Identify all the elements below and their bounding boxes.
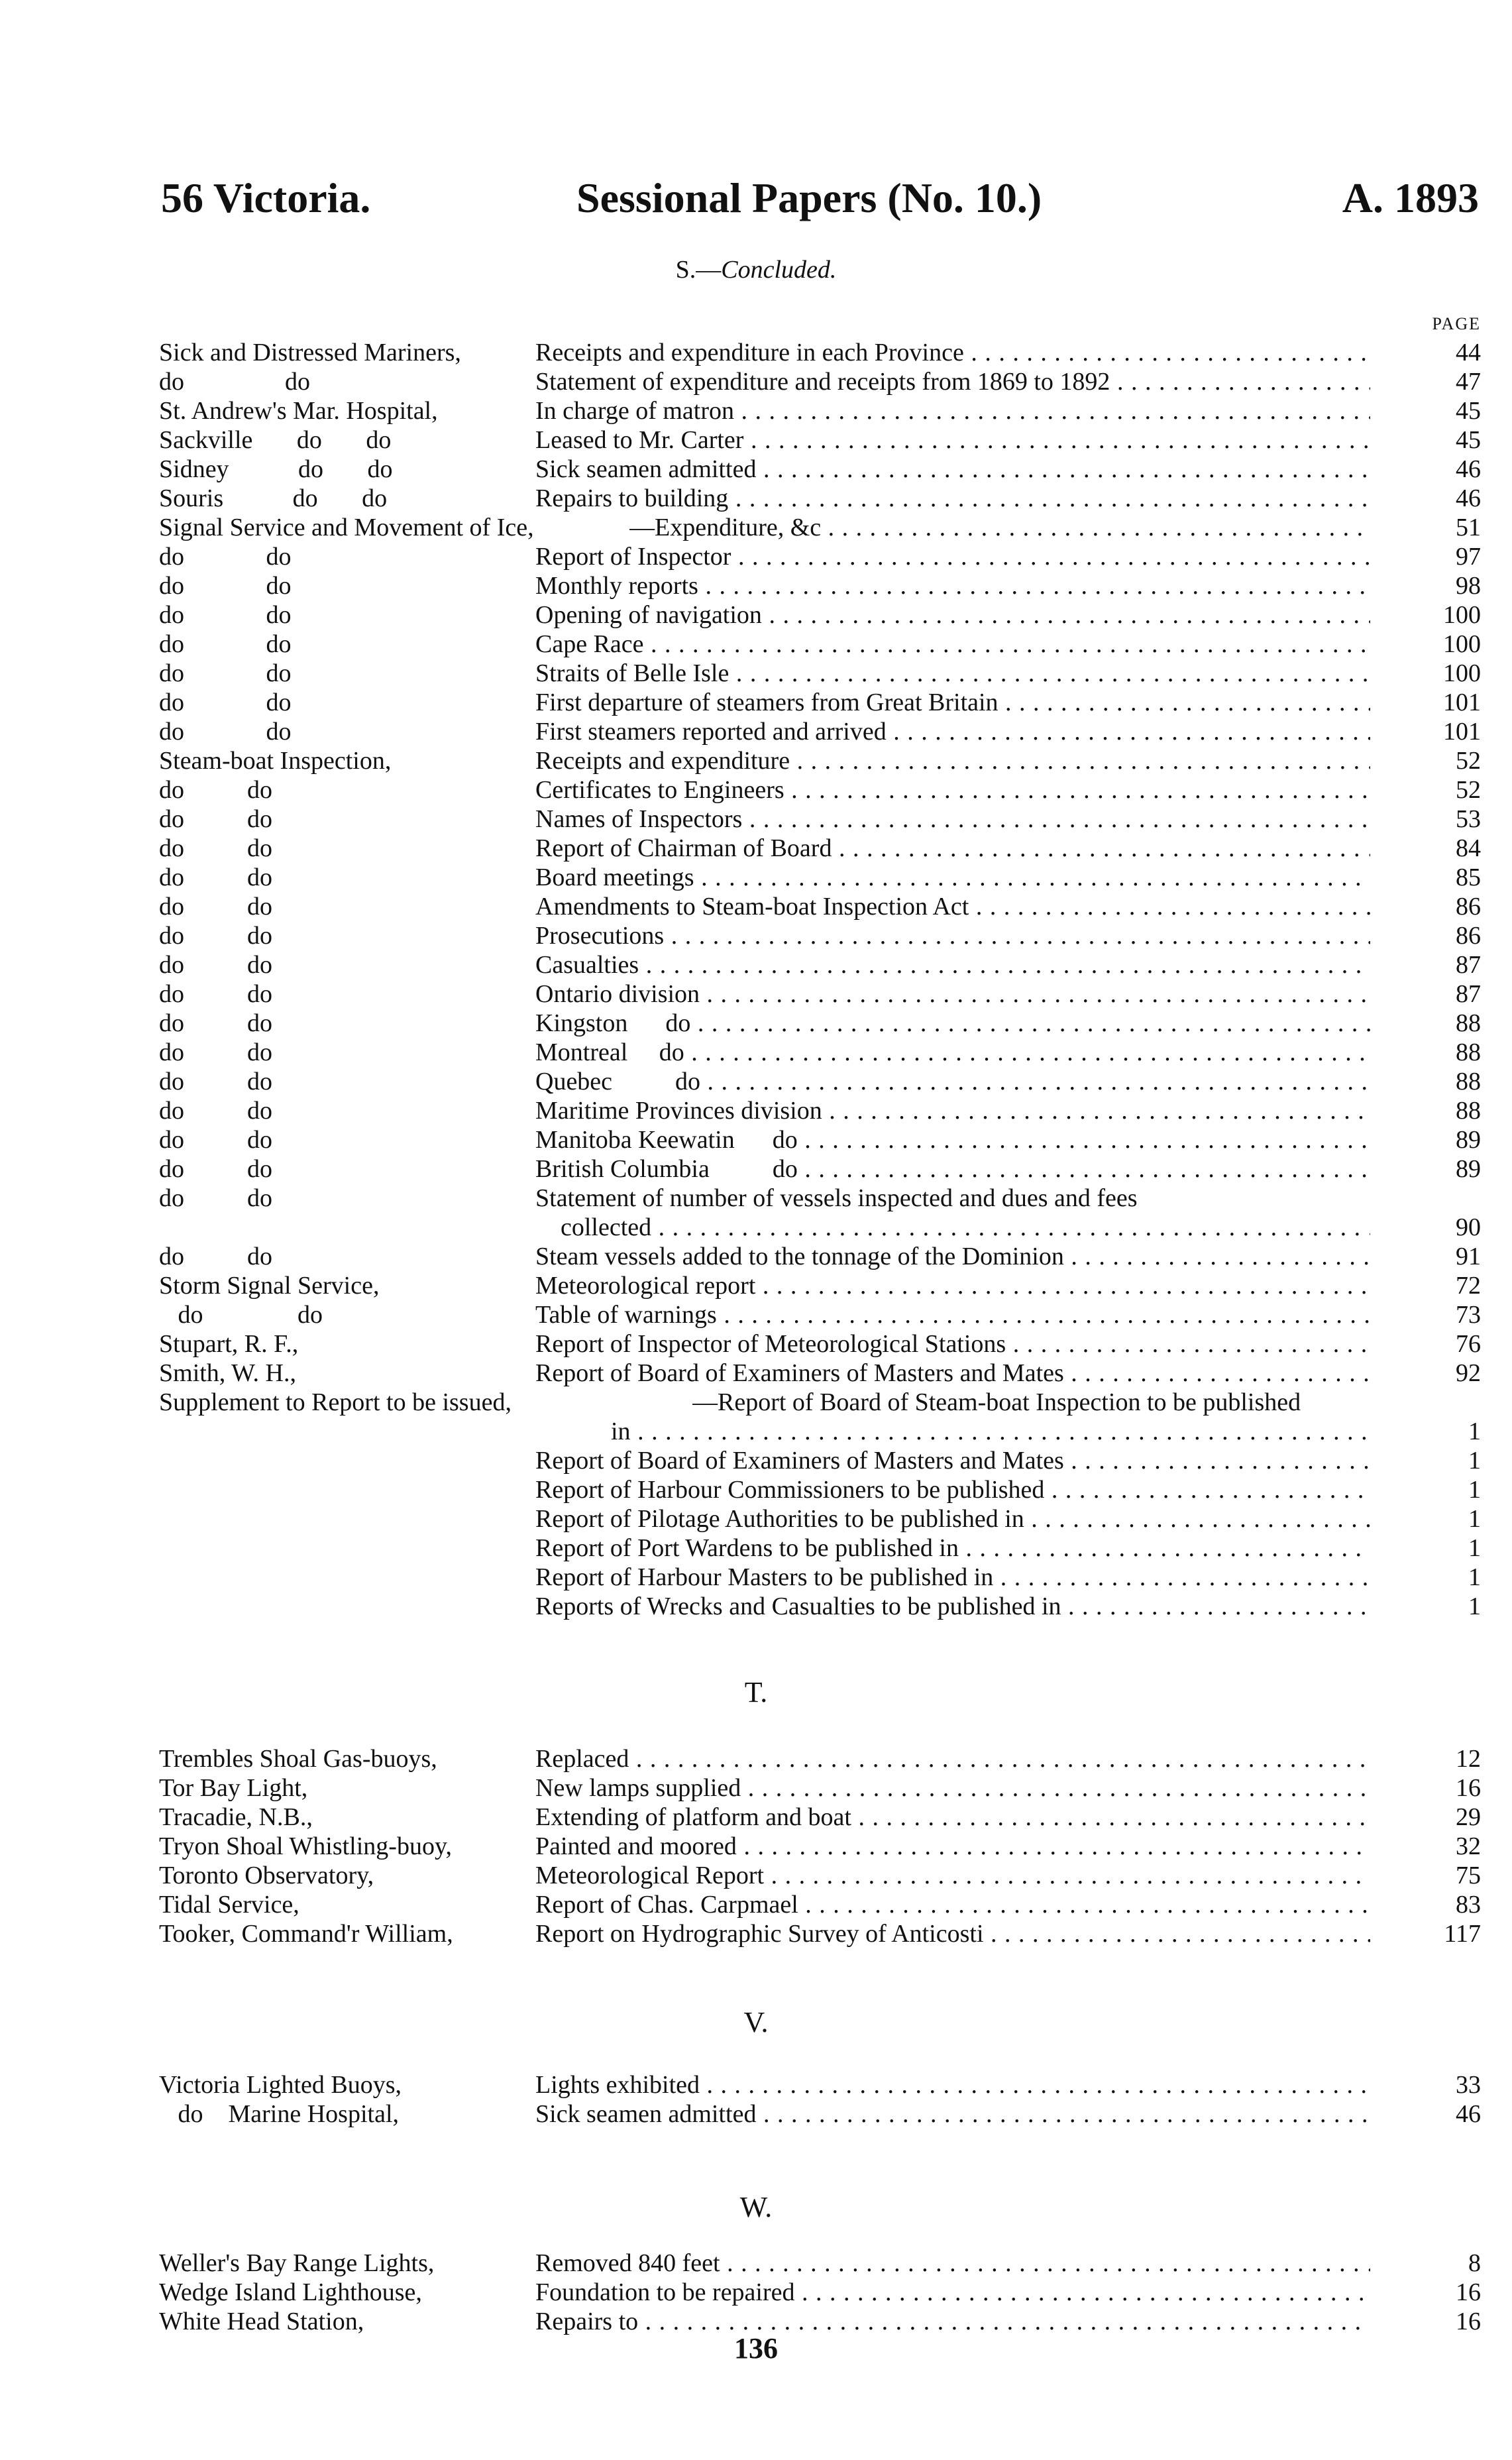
- index-page: 89: [1456, 1126, 1481, 1154]
- index-page: 29: [1456, 1803, 1481, 1831]
- index-page: 117: [1444, 1920, 1481, 1948]
- index-row: [0, 775, 1512, 805]
- index-subject: Toronto Observatory,: [159, 1862, 374, 1889]
- index-subject: Smith, W. H.,: [159, 1359, 296, 1387]
- index-row: [0, 1388, 1512, 1417]
- index-page: 88: [1456, 1009, 1481, 1037]
- index-row: [0, 1417, 1512, 1446]
- index-description: Foundation to be repaired . . .: [535, 2278, 1370, 2307]
- index-page: 91: [1456, 1243, 1481, 1270]
- index-description: Report of Pilotage Authorities to be published in . . .: [535, 1504, 1370, 1534]
- index-subject: Wedge Island Lighthouse,: [159, 2278, 422, 2306]
- index-description: Meteorological Report . . .: [535, 1861, 1370, 1890]
- index-row: [0, 1242, 1512, 1271]
- index-description: First steamers reported and arrived . . .: [535, 717, 1370, 746]
- index-row: [0, 805, 1512, 834]
- index-description: Straits of Belle Isle . . .: [535, 659, 1370, 688]
- index-page: 76: [1456, 1330, 1481, 1358]
- index-page: 92: [1456, 1359, 1481, 1387]
- index-description: —Expenditure, &c . . .: [629, 513, 1370, 542]
- index-page: 1: [1468, 1563, 1481, 1591]
- index-row: [0, 1300, 1512, 1329]
- index-description: Sick seamen admitted . . .: [535, 455, 1370, 484]
- index-page: 88: [1456, 1097, 1481, 1125]
- index-page: 85: [1456, 864, 1481, 891]
- index-description: In charge of matron . . .: [535, 396, 1370, 425]
- index-subject: do do: [159, 689, 292, 716]
- index-row: [0, 484, 1512, 513]
- index-row: [0, 892, 1512, 921]
- index-page: 16: [1456, 2308, 1481, 2335]
- index-description: Prosecutions . . .: [535, 921, 1370, 950]
- index-subject: Supplement to Report to be issued,: [159, 1388, 512, 1416]
- index-row: [0, 396, 1512, 425]
- index-page: 46: [1456, 484, 1481, 512]
- index-page: 75: [1456, 1862, 1481, 1889]
- index-row: [0, 659, 1512, 688]
- index-page: 46: [1456, 2100, 1481, 2128]
- index-row: [0, 950, 1512, 979]
- index-page: 16: [1456, 1774, 1481, 1802]
- index-description: Report of Chas. Carpmael . . .: [535, 1890, 1370, 1919]
- index-page: 33: [1456, 2071, 1481, 2099]
- index-row: [0, 1271, 1512, 1300]
- index-description: Meteorological report . . .: [535, 1271, 1370, 1300]
- header-volume: 56 Victoria.: [161, 174, 371, 221]
- section-letter: S.—: [675, 256, 722, 284]
- index-page: 100: [1443, 630, 1481, 658]
- index-page: 87: [1456, 980, 1481, 1008]
- index-row: [0, 630, 1512, 659]
- index-description: Repairs to . . .: [535, 2307, 1370, 2336]
- index-row: [0, 571, 1512, 600]
- index-row: [0, 600, 1512, 630]
- index-page: 52: [1456, 747, 1481, 775]
- index-subject: do do: [159, 864, 272, 891]
- index-row: [0, 1475, 1512, 1504]
- heading-t: T.: [744, 1676, 768, 1708]
- index-page: 1: [1468, 1447, 1481, 1475]
- index-row: [0, 1890, 1512, 1919]
- index-page: 12: [1456, 1745, 1481, 1773]
- index-description: Report of Harbour Commissioners to be published . . .: [535, 1475, 1370, 1504]
- index-subject: do do: [159, 1097, 272, 1125]
- index-row: [0, 1009, 1512, 1038]
- index-description: Table of warnings . . .: [535, 1300, 1370, 1329]
- index-page: 73: [1456, 1301, 1481, 1329]
- index-page: 89: [1456, 1155, 1481, 1183]
- index-description: Receipts and expenditure in each Province . . .: [535, 338, 1370, 367]
- index-subject: do do: [159, 601, 292, 629]
- index-row: [0, 2278, 1512, 2307]
- index-row: [0, 1803, 1512, 1832]
- index-row: [0, 2249, 1512, 2278]
- index-row: [0, 2070, 1512, 2099]
- index-page: 45: [1456, 397, 1481, 425]
- index-page: 98: [1456, 572, 1481, 600]
- index-row: [0, 834, 1512, 863]
- index-subject: do do: [159, 1068, 272, 1095]
- index-description: Montreal do . . .: [535, 1038, 1370, 1067]
- index-subject: do do: [159, 543, 292, 571]
- index-page: 45: [1456, 426, 1481, 454]
- index-row: [0, 1067, 1512, 1096]
- index-description: Report of Inspector of Meteorological Stations . . .: [535, 1329, 1370, 1359]
- index-page: 87: [1456, 951, 1481, 979]
- index-description: Reports of Wrecks and Casualties to be published in . . .: [535, 1592, 1370, 1621]
- index-description: Board meetings . . .: [535, 863, 1370, 892]
- index-description: Kingston do . . .: [535, 1009, 1370, 1038]
- index-description: Report of Harbour Masters to be published in . . .: [535, 1563, 1370, 1592]
- index-page: 1: [1468, 1534, 1481, 1562]
- page-column-label: PAGE: [1432, 314, 1481, 333]
- index-page: 53: [1456, 805, 1481, 833]
- index-row: [0, 1919, 1512, 1948]
- index-page: 83: [1456, 1891, 1481, 1919]
- index-subject: Weller's Bay Range Lights,: [159, 2249, 435, 2277]
- index-description: Report of Inspector . . .: [535, 542, 1370, 571]
- index-row: [0, 1832, 1512, 1861]
- index-page: 90: [1456, 1213, 1481, 1241]
- index-description: Maritime Provinces division . . .: [535, 1096, 1370, 1125]
- index-subject: do do: [159, 572, 292, 600]
- index-subject: do do: [159, 1038, 272, 1066]
- index-description: collected . . .: [535, 1213, 1370, 1242]
- index-description: Monthly reports . . .: [535, 571, 1370, 600]
- index-row: [0, 863, 1512, 892]
- index-subject: do do: [159, 1009, 272, 1037]
- index-subject: do do: [159, 922, 272, 950]
- index-subject: Sackville do do: [159, 426, 392, 454]
- index-page: 97: [1456, 543, 1481, 571]
- index-subject: do do: [159, 1184, 272, 1212]
- index-subject: do do: [159, 659, 292, 687]
- index-row: [0, 1329, 1512, 1359]
- index-description: Casualties . . .: [535, 950, 1370, 979]
- index-description: Steam vessels added to the tonnage of the Dominion . . .: [535, 1242, 1370, 1271]
- index-row: [0, 1154, 1512, 1184]
- index-page: 16: [1456, 2278, 1481, 2306]
- index-row: [0, 1446, 1512, 1475]
- index-description: Certificates to Engineers . . .: [535, 775, 1370, 805]
- index-description: Report of Board of Examiners of Masters and Mates . . .: [535, 1359, 1370, 1388]
- index-description: Report of Board of Examiners of Masters and Mates . . .: [535, 1446, 1370, 1475]
- index-subject: do do: [159, 805, 272, 833]
- section-subtitle: [0, 255, 1512, 284]
- index-row: [0, 1773, 1512, 1803]
- index-page: 1: [1468, 1505, 1481, 1533]
- index-description: Report on Hydrographic Survey of Anticosti . . .: [535, 1919, 1370, 1948]
- index-subject: do do: [159, 1126, 272, 1154]
- index-row: [0, 1038, 1512, 1067]
- index-subject: do do: [159, 1155, 272, 1183]
- index-subject: Sidney do do: [159, 455, 393, 483]
- header-title: Sessional Papers (No. 10.): [576, 174, 1042, 221]
- index-subject: do do: [159, 776, 272, 804]
- index-row: [0, 1592, 1512, 1621]
- index-row: [0, 455, 1512, 484]
- index-description: Replaced . . .: [535, 1744, 1370, 1773]
- index-description: Sick seamen admitted . . .: [535, 2099, 1370, 2129]
- index-row: [0, 1359, 1512, 1388]
- index-subject: Signal Service and Movement of Ice,: [159, 514, 534, 541]
- index-subject: do do: [159, 1243, 272, 1270]
- index-row: [0, 1861, 1512, 1890]
- header-year: A. 1893: [1342, 174, 1479, 221]
- index-row: [0, 2099, 1512, 2129]
- index-subject: Tooker, Command'r William,: [159, 1920, 453, 1948]
- index-description: Report of Port Wardens to be published in . . .: [535, 1534, 1370, 1563]
- index-page: 47: [1456, 368, 1481, 396]
- index-description: Leased to Mr. Carter . . .: [535, 425, 1370, 455]
- index-row: [0, 1744, 1512, 1773]
- index-description: Amendments to Steam-boat Inspection Act . . .: [535, 892, 1370, 921]
- index-description: Report of Chairman of Board . . .: [535, 834, 1370, 863]
- index-row: [0, 688, 1512, 717]
- index-description: Lights exhibited . . .: [535, 2070, 1370, 2099]
- index-page: 8: [1468, 2249, 1481, 2277]
- index-page: 100: [1443, 659, 1481, 687]
- index-description: Names of Inspectors . . .: [535, 805, 1370, 834]
- index-description: Extending of platform and boat . . .: [535, 1803, 1370, 1832]
- index-row: [0, 717, 1512, 746]
- index-row: [0, 1563, 1512, 1592]
- index-page: 1: [1468, 1418, 1481, 1445]
- index-description: Manitoba Keewatin do . . .: [535, 1125, 1370, 1154]
- index-subject: St. Andrew's Mar. Hospital,: [159, 397, 438, 425]
- index-subject: Tracadie, N.B.,: [159, 1803, 313, 1831]
- index-description: Opening of navigation . . .: [535, 600, 1370, 630]
- index-page: 101: [1443, 689, 1481, 716]
- index-page: 32: [1456, 1832, 1481, 1860]
- index-page: 72: [1456, 1272, 1481, 1300]
- index-subject: Tor Bay Light,: [159, 1774, 308, 1802]
- index-row: [0, 1184, 1512, 1213]
- index-description: in . . .: [535, 1417, 1370, 1446]
- index-row: [0, 746, 1512, 775]
- index-description: Ontario division . . .: [535, 979, 1370, 1009]
- index-row: [0, 542, 1512, 571]
- index-row: [0, 367, 1512, 396]
- index-subject: Trembles Shoal Gas-buoys,: [159, 1745, 437, 1773]
- index-subject: Tryon Shoal Whistling-buoy,: [159, 1832, 452, 1860]
- index-description: British Columbia do . . .: [535, 1154, 1370, 1184]
- index-subject: do do: [159, 980, 272, 1008]
- index-subject: Victoria Lighted Buoys,: [159, 2071, 402, 2099]
- index-row: [0, 513, 1512, 542]
- index-row: [0, 1213, 1512, 1242]
- index-row: [0, 1504, 1512, 1534]
- index-subject: do do: [159, 368, 310, 396]
- index-page: 1: [1468, 1476, 1481, 1504]
- index-description: New lamps supplied . . .: [535, 1773, 1370, 1803]
- index-page: 100: [1443, 601, 1481, 629]
- index-row: [0, 921, 1512, 950]
- index-description: Cape Race . . .: [535, 630, 1370, 659]
- index-subject: do do: [159, 630, 292, 658]
- index-description: Statement of number of vessels inspected and dues and fees: [535, 1184, 1138, 1212]
- index-page: 101: [1443, 718, 1481, 746]
- index-description: Painted and moored . . .: [535, 1832, 1370, 1861]
- index-page: 84: [1456, 834, 1481, 862]
- index-description: First departure of steamers from Great Britain . . .: [535, 688, 1370, 717]
- index-page: 44: [1456, 339, 1481, 366]
- index-subject: Tidal Service,: [159, 1891, 299, 1919]
- index-subject: do do: [159, 834, 272, 862]
- index-description: Quebec do . . .: [535, 1067, 1370, 1096]
- index-row: [0, 1125, 1512, 1154]
- index-row: [0, 1096, 1512, 1125]
- heading-v: V.: [743, 2006, 769, 2039]
- index-subject: Steam-boat Inspection,: [159, 747, 392, 775]
- index-row: [0, 979, 1512, 1009]
- index-subject: do Marine Hospital,: [159, 2100, 400, 2128]
- index-description: Statement of expenditure and receipts from 1869 to 1892 . . .: [535, 367, 1370, 396]
- index-page: 88: [1456, 1038, 1481, 1066]
- index-subject: Storm Signal Service,: [159, 1272, 380, 1300]
- index-page: 1: [1468, 1593, 1481, 1620]
- index-page: 46: [1456, 455, 1481, 483]
- index-row: [0, 425, 1512, 455]
- index-subject: Souris do do: [159, 484, 388, 512]
- index-subject: do do: [159, 893, 272, 921]
- index-page: 88: [1456, 1068, 1481, 1095]
- index-subject: Sick and Distressed Mariners,: [159, 339, 461, 366]
- heading-w: W.: [739, 2191, 773, 2223]
- section-concluded: Concluded.: [721, 256, 837, 284]
- index-description: —Report of Board of Steam-boat Inspection to be published: [692, 1388, 1301, 1416]
- index-description: Repairs to building . . .: [535, 484, 1370, 513]
- index-page: 86: [1456, 893, 1481, 921]
- index-subject: White Head Station,: [159, 2308, 364, 2335]
- index-subject: Stupart, R. F.,: [159, 1330, 299, 1358]
- index-description: Receipts and expenditure . . .: [535, 746, 1370, 775]
- page-number: 136: [734, 2332, 778, 2365]
- index-page: 52: [1456, 776, 1481, 804]
- index-subject: do do: [159, 1301, 323, 1329]
- index-subject: do do: [159, 951, 272, 979]
- index-row: [0, 338, 1512, 367]
- index-subject: do do: [159, 718, 292, 746]
- index-page: 86: [1456, 922, 1481, 950]
- index-row: [0, 1534, 1512, 1563]
- index-page: 51: [1456, 514, 1481, 541]
- index-description: Removed 840 feet . . .: [535, 2249, 1370, 2278]
